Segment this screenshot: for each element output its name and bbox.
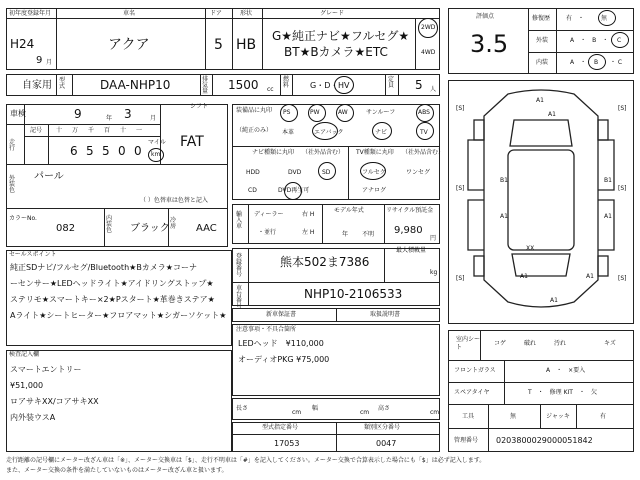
ext-selected: C xyxy=(617,37,622,44)
svg-text:[S]: [S] xyxy=(456,275,465,282)
person-unit: 人 xyxy=(430,86,437,93)
equip-airbag: エアバック xyxy=(314,129,344,136)
mgmt-label: 管理番号 xyxy=(454,437,479,444)
import-left: 左 H xyxy=(302,229,315,236)
displacement-label: 排気量 xyxy=(202,76,209,95)
length-unit: cm xyxy=(292,409,302,416)
fuel-options: G・D・ xyxy=(310,81,339,90)
digit-4: 0 xyxy=(118,144,126,158)
seat-item-scratch: キズ xyxy=(604,340,616,347)
warranty-label: 新車保証書 xyxy=(266,311,297,318)
damage-mark: B1 xyxy=(604,177,612,184)
car-diagram xyxy=(448,80,634,324)
sales-line-2: ーセンサー★LEDヘッドライト★アイドリングストップ★ xyxy=(10,279,214,288)
seat-item-tear: 破れ xyxy=(524,340,537,347)
first-reg-label: 初年度登録年月 xyxy=(9,10,52,17)
sales-line-3: ステリモ★スマートキー×2★Pスタート★革巻きステア★ xyxy=(10,295,215,304)
int-label: 内装 xyxy=(536,59,549,66)
repair-selected: 無 xyxy=(601,15,608,22)
chassis-number: NHP10-2106533 xyxy=(304,287,403,301)
footer-line-2: また、メーター交換の条件を満たしていないものはメーター改ざん車と扱います。 xyxy=(6,467,228,474)
score-value: 3.5 xyxy=(470,30,509,58)
equip-tv: TV xyxy=(420,129,428,136)
inspection-year: 9 xyxy=(74,107,82,121)
damage-mark: B1 xyxy=(500,177,508,184)
damage-mark: A1 xyxy=(536,97,544,104)
interior-color-label: 内装色 xyxy=(106,215,113,234)
inspection-year-unit: 年 xyxy=(106,115,113,122)
tv-analog: アナログ xyxy=(362,187,387,194)
import-parallel: ・並行 xyxy=(258,229,277,236)
digit-label-1: 万 xyxy=(72,127,79,134)
model-code: DAA-NHP10 xyxy=(100,78,171,92)
svg-text:[S]: [S] xyxy=(456,105,465,112)
aircon-label: 冷房 xyxy=(170,217,177,230)
mileage-label: 走行 xyxy=(9,139,16,152)
digit-3: 5 xyxy=(102,144,110,158)
digit-label-5: 一 xyxy=(136,127,143,134)
car-name: アクア xyxy=(108,37,150,53)
tv-oneseg: ワンセグ xyxy=(406,169,431,176)
plate-number: 熊本502ま7386 xyxy=(280,255,370,269)
repair-options: 有 ・ xyxy=(566,15,585,22)
equip-leather: 本革 xyxy=(282,129,295,136)
sales-points-label: セールスポイント xyxy=(9,251,57,258)
digit-5: 0 xyxy=(134,144,142,158)
digit-1: 6 xyxy=(70,144,78,158)
inspection-month: 3 xyxy=(124,107,132,121)
door-label: ドア xyxy=(210,10,222,17)
damage-mark: A1 xyxy=(550,297,558,304)
grade-line-1: G★純正ナビ★フルセグ★ xyxy=(272,29,410,43)
recycle-label: リサイクル預託金 xyxy=(386,207,434,214)
mileage-record-label: 記号 xyxy=(30,127,43,134)
manual-label: 取扱説明書 xyxy=(370,311,401,318)
tire-label: スペアタイヤ xyxy=(454,389,490,396)
footer-line-1: 走行距離の記号欄にメーター改ざん車は「※」、メーター交換車は「$」、走行不明車は「#」を記入してください。メーター交換で合算表示した場合にも「$」は必ず記入します。 xyxy=(6,457,486,464)
designation-value: 17053 xyxy=(274,439,300,448)
category-value: 0047 xyxy=(376,439,397,448)
max-load-unit: kg xyxy=(430,269,438,276)
recycle-value: 9,980 xyxy=(394,225,423,236)
import-right: 右 H xyxy=(302,211,315,218)
grade-line-2: BT★Bカメラ★ETC xyxy=(284,45,388,59)
import-dealer: ディーラー xyxy=(254,211,284,218)
fuel-selected: HV xyxy=(338,81,350,90)
inspection-label: 車検 xyxy=(10,109,26,118)
tools-label: 工具 xyxy=(462,413,475,420)
width-unit: cm xyxy=(360,409,370,416)
inspector-line-4: 内外装ウスA xyxy=(10,413,56,422)
navi-sd: SD xyxy=(322,169,331,176)
tv-sub: （社外品含む） xyxy=(402,149,445,156)
sales-line-4: Aライト★シートヒーター★フロアマット★シガーソケット★ xyxy=(10,311,227,320)
sales-line-1: 純正SDナビ/フルセグ/Bluetooth★Bカメラ★コーナ xyxy=(10,263,197,272)
fuel-label: 燃料 xyxy=(283,76,290,89)
ext-options: A ・ B ・ xyxy=(570,37,609,44)
capacity-value: 5 xyxy=(415,78,423,92)
score-label: 評価点 xyxy=(476,13,495,20)
damage-mark: A1 xyxy=(586,273,594,280)
inspector-line-3: ロアサキXX/コアサキXX xyxy=(10,397,99,406)
door-count: 5 xyxy=(214,37,223,53)
category-label: 類別区分番号 xyxy=(364,424,401,431)
digit-2: 5 xyxy=(86,144,94,158)
displacement-value: 1500 xyxy=(228,78,259,92)
import-label: 輸入車 xyxy=(236,211,243,230)
color-no-value: 082 xyxy=(56,223,76,234)
ext-label: 外装 xyxy=(536,37,549,44)
model-year-year: 年 xyxy=(342,231,349,238)
equipment-label: 装備品に丸印 xyxy=(236,107,273,114)
color-no-label: カラーNo. xyxy=(9,215,37,222)
exterior-label: 外装色 xyxy=(9,175,16,194)
mile-unit: マイル xyxy=(148,139,166,146)
usage-value: 自家用 xyxy=(22,80,52,91)
first-reg-month: 9 xyxy=(36,55,43,66)
equip-pw: PW xyxy=(310,109,320,116)
max-load-label: 最大積載量 xyxy=(396,247,427,254)
int-options: A ・ xyxy=(570,59,587,66)
car-name-label: 車名 xyxy=(123,10,136,17)
damage-mark: XX xyxy=(526,245,535,252)
damage-mark: A1 xyxy=(604,213,612,220)
recycle-yen: 円 xyxy=(430,235,437,242)
seat-item-stain: 汚れ xyxy=(554,340,567,347)
navi-dvd-play: DVD再生可 xyxy=(278,187,310,194)
navi-sub: （社外品含む） xyxy=(302,149,345,156)
plate-label: 登録番号 xyxy=(236,253,243,278)
navi-dvd: DVD xyxy=(288,169,302,176)
svg-text:[S]: [S] xyxy=(618,275,627,282)
type-label: 型式 xyxy=(59,77,66,90)
parts-line-2: オーディオPKG ¥75,000 xyxy=(238,355,330,364)
digit-label-4: 十 xyxy=(120,127,127,134)
first-reg-year: H24 xyxy=(10,37,35,51)
damage-mark: A1 xyxy=(548,111,556,118)
model-year-unknown: 不明 xyxy=(362,231,375,238)
equip-ps: PS xyxy=(283,109,291,116)
navi-cd: CD xyxy=(248,187,257,194)
tv-fullseg: フルセグ xyxy=(362,169,386,176)
digit-label-2: 千 xyxy=(88,127,95,134)
model-year-label: モデル年式 xyxy=(334,207,364,214)
inspector-label: 検査記入欄 xyxy=(9,351,40,358)
seat-label: 室内シート xyxy=(456,336,481,351)
int-after: ・ C xyxy=(610,59,623,66)
jack-value: 有 xyxy=(600,413,607,420)
glass-value: A ・ ×要入 xyxy=(546,367,586,374)
width-label: 幅 xyxy=(312,405,319,412)
grade-label: グレード xyxy=(320,10,345,17)
equipment-sublabel: （純正のみ） xyxy=(236,127,273,134)
svg-text:[S]: [S] xyxy=(618,105,627,112)
inspector-line-2: ¥51,000 xyxy=(10,381,44,390)
svg-text:[S]: [S] xyxy=(618,185,627,192)
navi-label: ナビ種類に丸印 xyxy=(252,149,295,156)
damage-mark: A1 xyxy=(520,273,528,280)
tools-value: 無 xyxy=(510,413,517,420)
shape-label: 形状 xyxy=(240,10,253,17)
navi-hdd: HDD xyxy=(246,169,260,176)
shift-label: シフト xyxy=(190,103,209,110)
interior-color-value: ブラック xyxy=(130,223,170,234)
jack-label: ジャッキ xyxy=(546,413,570,420)
cc-unit: cc xyxy=(267,86,274,93)
inspection-month-unit: 月 xyxy=(150,115,157,122)
shift-value: FAT xyxy=(180,134,204,150)
capacity-label: 定員 xyxy=(388,76,395,89)
chassis-label: 車台番号 xyxy=(236,285,243,310)
glass-label: フロントガラス xyxy=(454,367,496,374)
parts-line-1: LEDヘッド ¥110,000 xyxy=(238,339,324,348)
int-selected: B xyxy=(594,59,599,66)
tv-label: TV種類に丸印 xyxy=(356,149,394,156)
digit-label-0: 十 xyxy=(56,127,63,134)
aircon-value: AAC xyxy=(196,223,217,234)
equip-abs: ABS xyxy=(418,109,430,116)
damage-mark: A1 xyxy=(500,213,508,220)
drive-4wd: 4WD xyxy=(421,49,436,56)
length-label: 長さ xyxy=(236,405,249,412)
digit-label-3: 百 xyxy=(104,127,111,134)
first-reg-month-unit: 月 xyxy=(46,59,53,66)
dimensions-row xyxy=(232,398,440,420)
tire-value: T ・ 修理 KIT ・ 欠 xyxy=(528,389,597,396)
parts-label: 注意事項・不具合箇所 xyxy=(236,326,297,333)
height-unit: cm xyxy=(430,409,440,416)
equip-aw: AW xyxy=(338,109,348,116)
repair-label: 修復歴 xyxy=(532,15,551,22)
height-label: 高さ xyxy=(378,405,391,412)
equip-navi: ナビ xyxy=(375,129,388,136)
inspector-line-1: スマートエントリー xyxy=(10,365,82,374)
km-unit: km xyxy=(151,151,161,158)
equip-sunroof: サンルーフ xyxy=(366,109,396,116)
svg-text:[S]: [S] xyxy=(456,185,465,192)
exterior-color: パール xyxy=(34,171,64,182)
drive-2wd: 2WD xyxy=(421,24,436,31)
exterior-note: （ ）色替車は色替と記入 xyxy=(140,197,208,204)
designation-label: 型式指定番号 xyxy=(262,424,299,431)
mgmt-value: 0203800029000051842 xyxy=(496,436,593,445)
body-shape: HB xyxy=(236,37,257,53)
seat-item-burn: コゲ xyxy=(494,340,507,347)
